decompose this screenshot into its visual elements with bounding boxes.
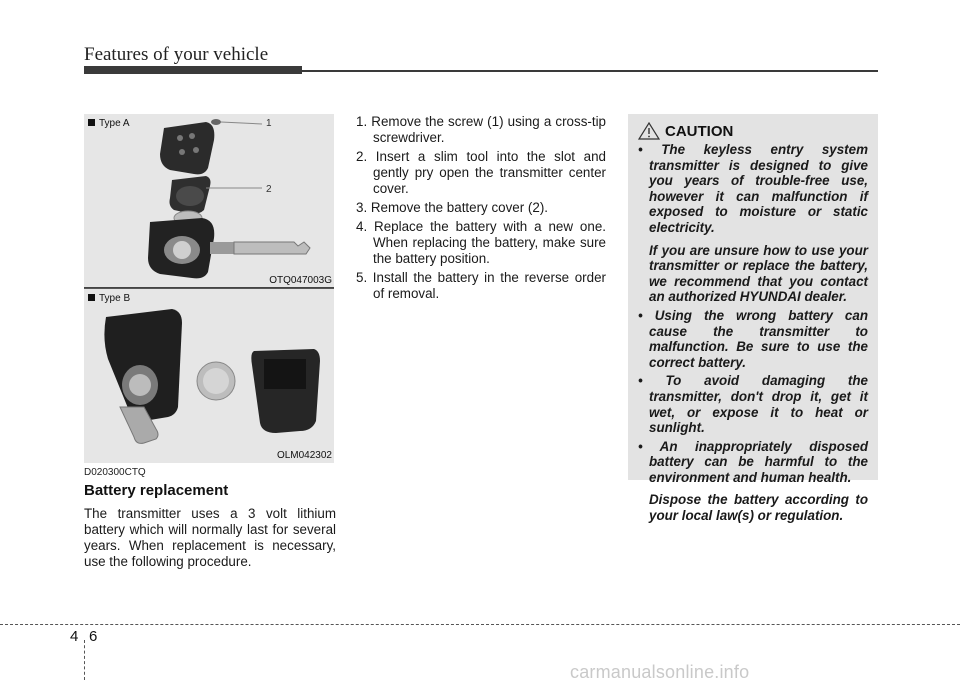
header-title: Features of your vehicle	[84, 44, 269, 65]
caution-title: CAUTION	[665, 122, 734, 140]
procedure-step: 5. Install the battery in the reverse order of removal.	[356, 270, 606, 301]
callout-number-1: 1	[266, 118, 272, 129]
section-code: D020300CTQ	[84, 467, 146, 478]
caution-item-continuation: If you are unsure how to use your transmitter or replace the battery, we recommend that you contact an authorized HYUNDAI dealer.	[649, 242, 868, 305]
procedure-steps	[356, 114, 606, 305]
caution-box	[628, 114, 878, 524]
caution-list	[638, 142, 868, 524]
watermark: carmanualsonline.info	[570, 662, 750, 682]
page-chapter: 4	[70, 628, 79, 645]
section-heading: Battery replacement	[84, 482, 229, 499]
footer-divider	[84, 640, 85, 680]
figure-a-code: OTQ047003G	[269, 275, 332, 286]
procedure-step: 3. Remove the battery cover (2).	[356, 200, 549, 215]
caution-item-continuation: Dispose the battery according to your local law(s) or regulation.	[649, 492, 868, 524]
caution-header	[638, 122, 868, 140]
header-bar	[84, 66, 302, 74]
procedure-step: 1. Remove the screw (1) using a cross-tip screwdriver.	[356, 114, 606, 145]
figure-b-code: OLM042302	[276, 450, 332, 461]
section-body: The transmitter uses a 3 volt lithium battery which will normally last for several years. When replacement is necessary, use the following procedure.	[84, 506, 336, 569]
procedure-step: 2. Insert a slim tool into the slot and gently pry open the transmitter center cover.	[356, 149, 606, 196]
figure-type-a	[84, 114, 334, 288]
page-number: 6	[89, 628, 98, 645]
figure-b-label: Type B	[88, 293, 130, 304]
caution-item: • An inappropriately disposed battery can be harmful to the environment and human health.	[638, 438, 868, 485]
figure-a-label: Type A	[88, 118, 130, 129]
flip-key-exploded-illustration	[84, 289, 334, 463]
procedure-step: 4. Replace the battery with a new one. When replacing the battery, make sure the battery position.	[356, 219, 606, 266]
key-fob-exploded-illustration	[84, 114, 334, 288]
figure-type-b	[84, 288, 334, 463]
callout-number-2: 2	[266, 184, 272, 195]
caution-item: • To avoid damaging the transmitter, don't drop it, get it wet, or expose it to heat or sunlight.	[638, 373, 868, 436]
warning-triangle-icon	[638, 122, 660, 140]
footer-rule	[0, 624, 960, 625]
header-rule	[302, 70, 878, 72]
caution-item: • The keyless entry system transmitter is designed to give you years of trouble-free use, however it can malfunction if exposed to moisture or static electricity.	[638, 142, 868, 235]
caution-item: • Using the wrong battery can cause the transmitter to malfunction. Be sure to use the correct battery.	[638, 307, 868, 370]
